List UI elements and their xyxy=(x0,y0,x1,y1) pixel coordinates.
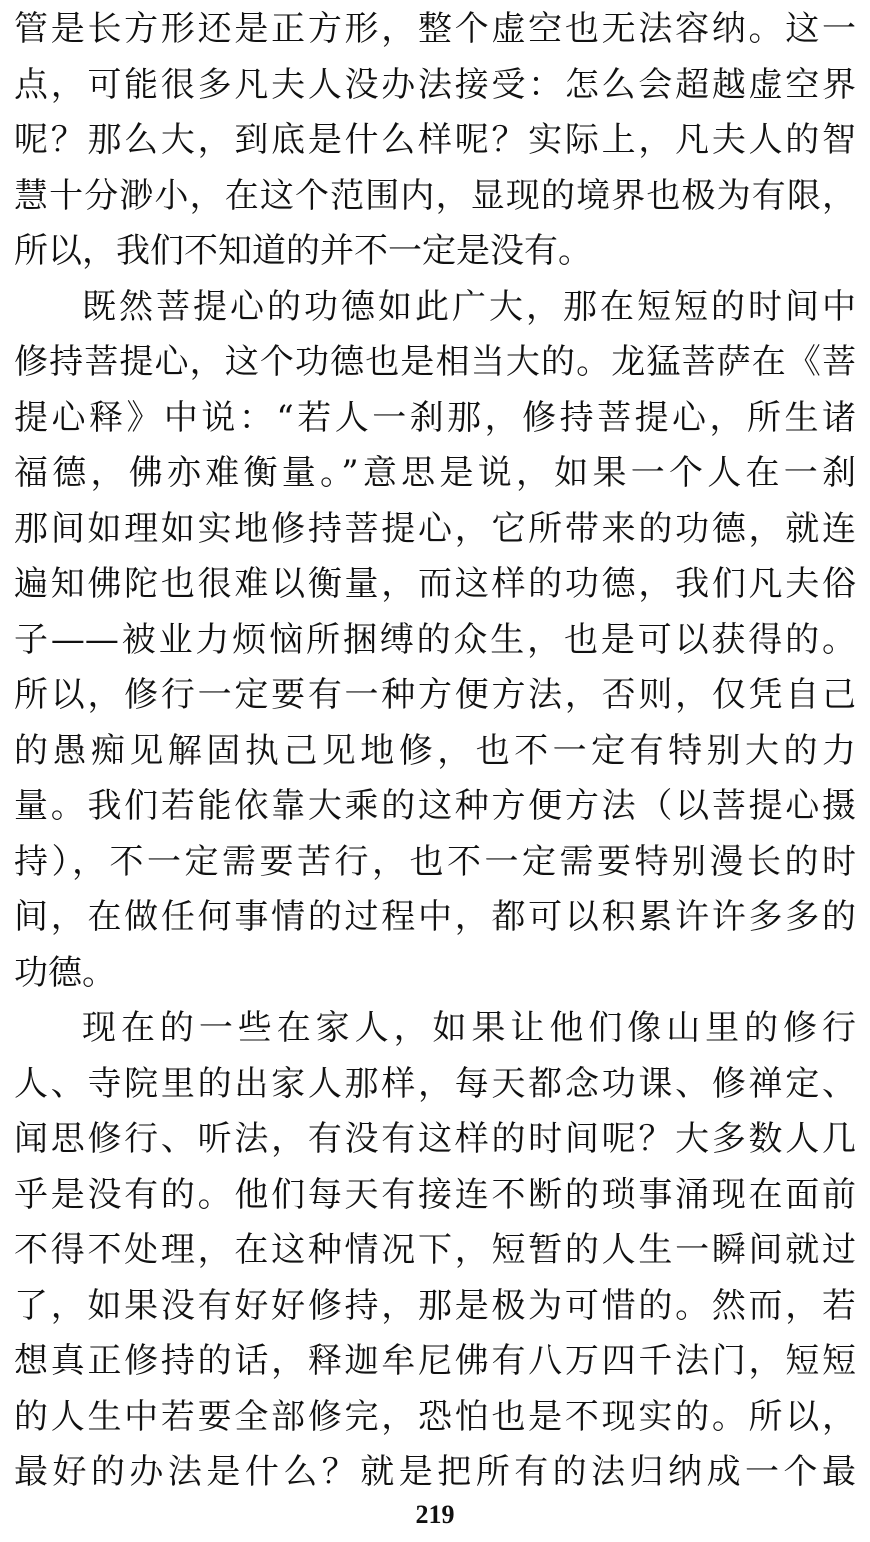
text-line: 人、寺院里的出家人那样，每天都念功课、修禅定、 xyxy=(14,1063,856,1104)
text-line: 想真正修持的话，释迦牟尼佛有八万四千法门，短短 xyxy=(14,1341,856,1381)
text-line: 所以，我们不知道的并不一定是没有。 xyxy=(14,231,592,271)
text-line: 遍知佛陀也很难以衡量，而这样的功德，我们凡夫俗 xyxy=(14,564,856,604)
text-line: 间，在做任何事情的过程中，都可以积累许许多多的 xyxy=(14,897,856,937)
text-line: 持），不一定需要苦行，也不一定需要特别漫长的时 xyxy=(14,841,856,882)
text-line: 提心释》中说：“若人一刹那，修持菩提心，所生诸 xyxy=(14,397,856,438)
text-line: 管是长方形还是正方形，整个虚空也无法容纳。这一 xyxy=(14,9,856,49)
text-line: 不得不处理，在这种情况下，短暂的人生一瞬间就过 xyxy=(14,1230,856,1270)
text-line: 功德。 xyxy=(14,952,116,993)
text-line: 了，如果没有好好修持，那是极为可惜的。然而，若 xyxy=(14,1285,856,1326)
text-line: 的愚痴见解固执己见地修，也不一定有特别大的力 xyxy=(14,730,856,771)
text-line: 最好的办法是什么？就是把所有的法归纳成一个最 xyxy=(14,1452,856,1492)
text-line: 那间如理如实地修持菩提心，它所带来的功德，就连 xyxy=(14,508,856,549)
text-line: 所以，修行一定要有一种方便方法，否则，仅凭自己 xyxy=(14,675,856,715)
text-line: 闻思修行、听法，有没有这样的时间呢？大多数人几 xyxy=(14,1119,856,1159)
text-line: 福德，佛亦难衡量。”意思是说，如果一个人在一刹 xyxy=(14,453,856,493)
text-line: 量。我们若能依靠大乘的这种方便方法（以菩提心摄 xyxy=(14,786,856,826)
text-line: 点，可能很多凡夫人没办法接受：怎么会超越虚空界 xyxy=(14,64,856,105)
paragraph-first-line: 既然菩提心的功德如此广大，那在短短的时间中 xyxy=(82,286,856,327)
body-text xyxy=(14,2,856,1501)
text-line: 慧十分渺小，在这个范围内，显现的境界也极为有限， xyxy=(14,175,856,216)
text-line: 呢？那么大，到底是什么样呢？实际上，凡夫人的智 xyxy=(14,120,856,160)
page-number: 219 xyxy=(415,1500,455,1529)
text-line: 修持菩提心，这个功德也是相当大的。龙猛菩萨在《菩 xyxy=(14,342,856,382)
paragraph-first-line: 现在的一些在家人，如果让他们像山里的修行 xyxy=(82,1008,856,1048)
text-line: 子——被业力烦恼所捆缚的众生，也是可以获得的。 xyxy=(14,619,856,660)
text-line: 的人生中若要全部修完，恐怕也是不现实的。所以， xyxy=(14,1396,856,1437)
text-line: 乎是没有的。他们每天有接连不断的琐事涌现在面前 xyxy=(14,1174,856,1215)
